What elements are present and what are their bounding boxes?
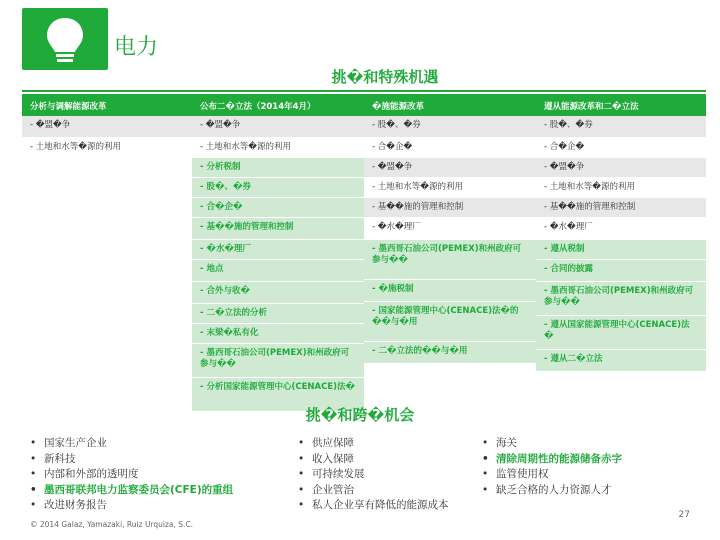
column-implement — [364, 116, 536, 412]
table-cell: - �水�理厂 — [192, 240, 364, 260]
table-cell: - �盟�争 — [22, 116, 192, 138]
table-cell: - 土地和水等�源的利用 — [22, 138, 192, 158]
list-item: • 监管使用权 — [482, 467, 622, 483]
table-cell: - 合外与收� — [192, 282, 364, 304]
page-title: 电力 — [114, 35, 159, 60]
table-cell: - �盟�争 — [192, 116, 364, 138]
section-title-opportunities: 挑�和跨�机会 — [305, 406, 415, 424]
table-cell: - 遵从二�立法 — [536, 350, 706, 372]
table-cell: - 二�立法的��与�用 — [364, 342, 536, 364]
list-item: • 内部和外部的透明度 — [30, 467, 233, 483]
table-cell: - 地点 — [192, 260, 364, 282]
bullet-list-3 — [482, 436, 622, 498]
table-cell: - 股�、�券 — [536, 116, 706, 138]
table-cell: - 遵从国家能源管理中心(CENACE)法� — [536, 316, 706, 350]
table-cell: - 合同的披露 — [536, 260, 706, 282]
table-cell: - 遵从税制 — [536, 240, 706, 260]
table-cell: - 土地和水等�源的利用 — [192, 138, 364, 158]
table-cell: - 合�企� — [364, 138, 536, 158]
column-comply — [536, 116, 706, 412]
logo — [22, 8, 108, 70]
table-cell: - �盟�争 — [364, 158, 536, 178]
table-cell: - 合�企� — [192, 198, 364, 218]
table-cell: - 股�、�券 — [192, 178, 364, 198]
table-cell: - �施税制 — [364, 280, 536, 302]
table-cell: - 二�立法的分析 — [192, 304, 364, 324]
list-item: • 清除周期性的能源储备赤字 — [482, 452, 622, 468]
list-item: • 私人企业享有降低的能源成本 — [298, 498, 449, 514]
page-number: 27 — [678, 510, 690, 520]
table-cell: - 墨西哥石油公司(PEMEX)和州政府可参与�� — [536, 282, 706, 316]
lightbulb-icon — [40, 14, 90, 66]
table-cell: - 基��施的管理和控制 — [192, 218, 364, 240]
table-cell: - 分析税制 — [192, 158, 364, 178]
bullet-list-2 — [298, 436, 449, 514]
list-item: • 国家生产企业 — [30, 436, 233, 452]
table-cell: - 国家能源管理中心(CENACE)法�的��与�用 — [364, 302, 536, 342]
list-item: • 改进财务报告 — [30, 498, 233, 514]
list-item: • 供应保障 — [298, 436, 449, 452]
column-publish — [192, 116, 364, 412]
table-cell: - 末梁�私有化 — [192, 324, 364, 344]
table-header — [22, 94, 706, 116]
column-header: 遵从能源改革和二�立法 — [544, 102, 639, 112]
table-cell: - 分析国家能源管理中心(CENACE)法� — [192, 378, 364, 412]
table-cell: - �水�理厂 — [536, 218, 706, 240]
table-cell: - 墨西哥石油公司(PEMEX)和州政府可参与�� — [364, 240, 536, 280]
divider — [22, 90, 706, 92]
table-cell: - 合�企� — [536, 138, 706, 158]
reform-table — [22, 94, 706, 412]
bullet-list-1 — [30, 436, 233, 514]
table-cell: - 土地和水等�源的利用 — [536, 178, 706, 198]
column-analysis — [22, 116, 192, 412]
list-item: • 海关 — [482, 436, 622, 452]
list-item: • 缺乏合格的人力资源人才 — [482, 483, 622, 499]
column-header: �施能源改革 — [372, 102, 424, 112]
column-header: 公布二�立法（2014年4月） — [200, 102, 316, 112]
table-cell: - 基��施的管理和控制 — [364, 198, 536, 218]
table-cell: - 股�、�券 — [364, 116, 536, 138]
section-title-challenges: 挑�和特殊机遇 — [331, 68, 439, 86]
list-item: • 可持续发展 — [298, 467, 449, 483]
column-header: 分析与调解能源改革 — [30, 102, 107, 112]
list-item: • 收入保障 — [298, 452, 449, 468]
copyright-footer: © 2014 Galaz, Yamazaki, Ruiz Urquiza, S.C. — [30, 520, 194, 529]
table-cell: - 土地和水等�源的利用 — [364, 178, 536, 198]
table-cell: - �水�理厂 — [364, 218, 536, 240]
table-cell: - 墨西哥石油公司(PEMEX)和州政府可参与�� — [192, 344, 364, 378]
list-item: • 新科技 — [30, 452, 233, 468]
list-item: • 企业管治 — [298, 483, 449, 499]
table-cell: - 基��施的管理和控制 — [536, 198, 706, 218]
table-cell: - �盟�争 — [536, 158, 706, 178]
list-item: • 墨西哥联邦电力监察委员会(CFE)的重组 — [30, 483, 233, 499]
